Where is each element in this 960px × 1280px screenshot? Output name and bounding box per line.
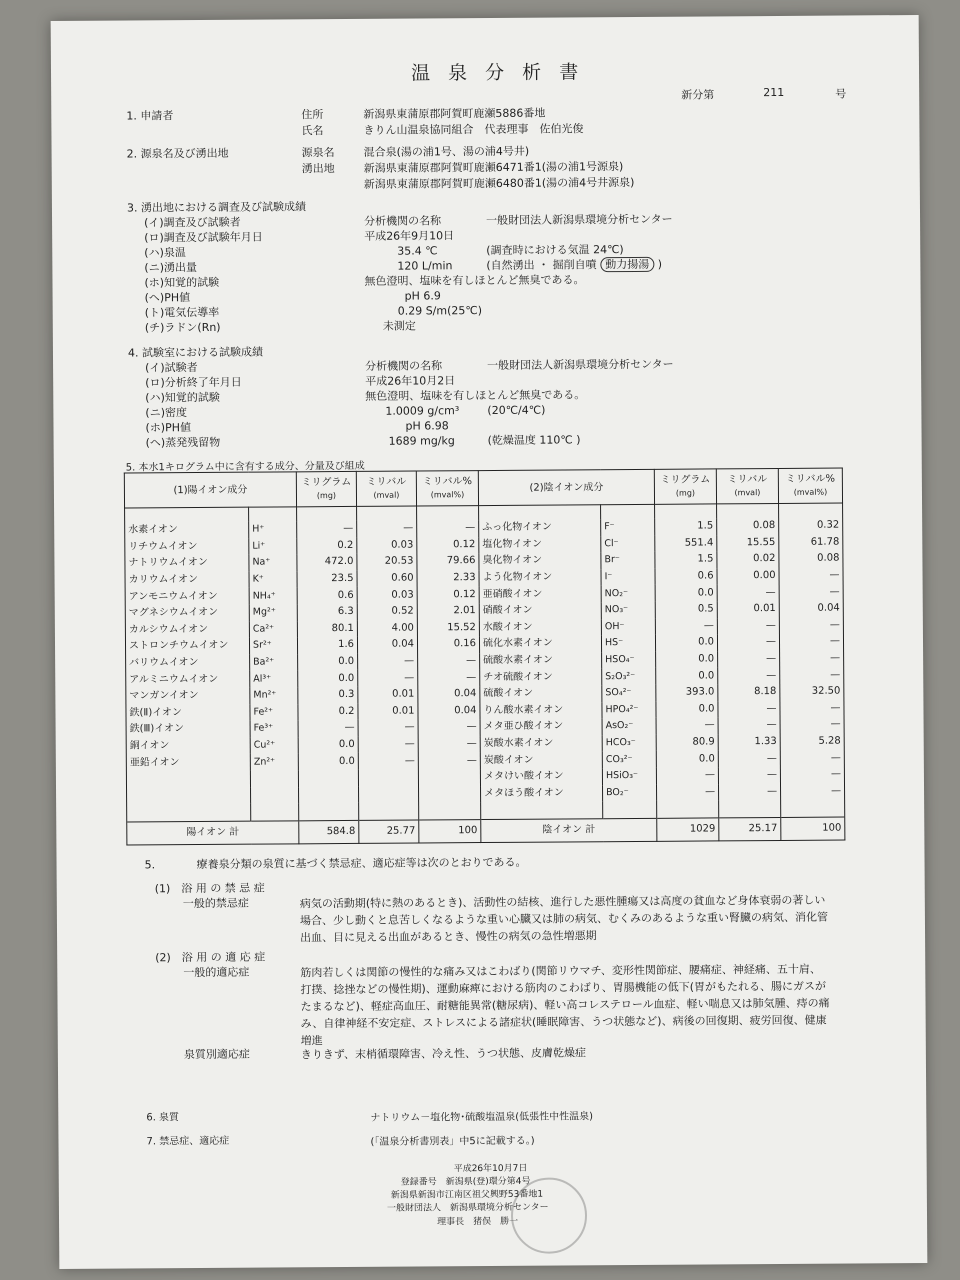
cation-mg: 0.0 <box>298 753 358 770</box>
cation-pct: 0.04 <box>418 703 480 720</box>
anion-symbol: NO₂⁻ <box>601 585 655 602</box>
anion-total-mval: 25.17 <box>719 817 781 840</box>
spring-quality-indication-sub: 泉質別適応症 <box>183 1047 250 1062</box>
cation-mg: — <box>297 521 357 538</box>
s3-item-1-label: 分析機関の名称 <box>364 214 442 228</box>
cation-name <box>126 771 250 788</box>
cation-mval: 4.00 <box>357 620 417 637</box>
anion-total-mg: 1029 <box>657 818 719 841</box>
analysis-document <box>51 15 928 1269</box>
anion-mval: — <box>718 750 780 767</box>
footer-organization: 一般財団法人 新潟県環境分析センター <box>386 1202 549 1214</box>
footer-registration: 登録番号 新潟県(登)環分第4号 <box>400 1176 531 1188</box>
anion-symbol: BO₂⁻ <box>602 784 656 801</box>
cation-pct <box>418 769 480 786</box>
cation-name: マグネシウムイオン <box>125 605 249 622</box>
s3-item-6-value: pH 6.9 <box>404 289 441 303</box>
anion-pct: 61.78 <box>779 534 843 551</box>
anion-name: よう化物イオン <box>479 569 601 586</box>
s6-heading: 6. 泉質 <box>146 1112 180 1124</box>
cation-name: リチウムイオン <box>125 538 249 555</box>
cation-symbol <box>250 770 298 787</box>
header-pct-unit: (mval%) <box>430 490 465 500</box>
cation-symbol: Sr²⁺ <box>249 637 297 654</box>
cation-symbol: Cu²⁺ <box>250 737 298 754</box>
cation-pct: 0.12 <box>417 586 479 603</box>
s3-item-3: (ハ)泉温 <box>144 246 186 260</box>
cation-pct: — <box>417 520 479 537</box>
anion-symbol: I⁻ <box>601 569 655 586</box>
s6-text: ナトリウム－塩化物･硫酸塩温泉(低張性中性温泉) <box>370 1111 594 1124</box>
anion-symbol: SO₄²⁻ <box>602 685 656 702</box>
cation-name: バリウムイオン <box>126 654 250 671</box>
anion-name: メタほう酸イオン <box>481 785 603 802</box>
header-pct: ミリバル% <box>422 476 473 488</box>
composition-table <box>124 468 846 846</box>
s3-item-5: (ホ)知覚的試験 <box>144 275 220 290</box>
cation-pct: 79.66 <box>417 553 479 570</box>
anion-pct: — <box>780 717 844 734</box>
header-mval: ミリバル <box>727 474 768 486</box>
anion-mg: — <box>656 718 718 735</box>
doc-number-suffix: 号 <box>835 87 847 101</box>
cation-pct: — <box>418 752 480 769</box>
anion-mval-header <box>716 468 778 503</box>
anion-mval: — <box>717 634 779 651</box>
s4-item-5-value: pH 6.98 <box>405 419 449 433</box>
footer-chief: 理事長 猪俣 勝一 <box>437 1216 519 1228</box>
anion-mg: 0.0 <box>656 751 718 768</box>
s4-item-1-value: 一般財団法人新潟県環境分析センター <box>487 357 674 373</box>
anion-mg: 551.4 <box>655 535 717 552</box>
cation-total-pct: 100 <box>419 819 481 842</box>
anion-symbol: F⁻ <box>601 519 655 536</box>
anion-symbol: HS⁻ <box>601 635 655 652</box>
anion-mval: — <box>717 618 779 635</box>
anion-name: メタ亜ひ酸イオン <box>480 718 602 735</box>
cation-name: 鉄(Ⅲ)イオン <box>126 721 250 738</box>
anion-symbol: S₂O₃²⁻ <box>602 668 656 685</box>
anion-mg: 80.9 <box>656 734 718 751</box>
cation-mg: 23.5 <box>297 571 357 588</box>
cation-mg: 80.1 <box>297 620 357 637</box>
cation-mval: 0.04 <box>357 637 417 654</box>
cation-mg: 0.0 <box>298 670 358 687</box>
cation-pct: — <box>418 669 480 686</box>
s3-item-7-value: 0.29 S/m(25℃) <box>397 304 483 318</box>
anion-mg: 0.0 <box>656 668 718 685</box>
indication-label: (2) 浴 用 の 適 応 症 <box>155 950 266 965</box>
document-title: 温 泉 分 析 書 <box>410 61 585 85</box>
s3-item-4-value: 120 L/min <box>397 259 453 273</box>
s4-item-2-value: 平成26年10月2日 <box>365 374 456 388</box>
cation-pct: 15.52 <box>417 620 479 637</box>
s3-item-8-value: 未測定 <box>382 319 416 333</box>
s4-item-1-label: 分析機関の名称 <box>365 359 443 373</box>
cation-mval: 0.03 <box>357 537 417 554</box>
anion-name: りん酸水素イオン <box>480 702 602 719</box>
anion-mval: — <box>718 667 780 684</box>
anion-name: 塩化物イオン <box>479 536 601 553</box>
cation-pct: 2.01 <box>417 603 479 620</box>
s1-name-label: 氏名 <box>301 124 324 138</box>
anion-name: 炭酸水素イオン <box>480 735 602 752</box>
s3-item-4-note-end: ) <box>657 257 663 271</box>
anion-symbol: CO₃²⁻ <box>602 751 656 768</box>
anion-name: 炭酸イオン <box>480 752 602 769</box>
anion-mval: 8.18 <box>718 684 780 701</box>
cation-name: カリウムイオン <box>125 571 249 588</box>
anion-mval: 1.33 <box>718 734 780 751</box>
anion-pct: 0.32 <box>779 518 843 535</box>
cation-symbol: Mn²⁺ <box>250 687 298 704</box>
s4-item-4: (ニ)密度 <box>145 406 188 420</box>
header-mg-unit: (mg) <box>316 491 337 501</box>
anion-name: 硝酸イオン <box>479 602 601 619</box>
anion-symbol: Cl⁻ <box>601 535 655 552</box>
anion-total-label: 陰イオン 計 <box>481 818 657 842</box>
anion-symbol: HPO₄²⁻ <box>602 701 656 718</box>
doc-number-prefix: 新分第 <box>681 88 715 102</box>
cation-mval: — <box>358 753 418 770</box>
anion-mval: — <box>718 767 780 784</box>
s3-item-4-note-text: (自然湧出 ・ 掘削自噴 <box>486 258 597 273</box>
cation-symbol: Fe³⁺ <box>250 720 298 737</box>
s3-item-4: (ニ)湧出量 <box>144 261 198 275</box>
anion-mval: 0.02 <box>717 551 779 568</box>
spring-quality-indication-text: きりきず、末梢循環障害、冷え性、うつ状態、皮膚乾燥症 <box>300 1046 587 1062</box>
s4-item-4-value: 1.0009 g/cm³ <box>385 404 460 418</box>
anion-mg: 393.0 <box>656 684 718 701</box>
cation-mg-header <box>296 471 356 506</box>
cation-mval <box>359 786 419 803</box>
anion-mg: 0.0 <box>655 635 717 652</box>
s3-item-1: (イ)調査及び試験者 <box>144 215 241 230</box>
anion-mg: 1.5 <box>655 518 717 535</box>
anion-mg: 0.0 <box>656 651 718 668</box>
cation-name: 鉄(Ⅱ)イオン <box>126 704 250 721</box>
anion-mg: 1.5 <box>655 552 717 569</box>
s4-item-6-value: 1689 mg/kg <box>388 434 455 448</box>
cation-total-mval: 25.77 <box>359 820 419 843</box>
anion-mg: 0.5 <box>655 601 717 618</box>
anion-mval: — <box>718 783 780 800</box>
s7-text: (「温泉分析書別表」中5に記載する。) <box>370 1135 535 1148</box>
s4-item-1: (イ)試験者 <box>145 361 198 375</box>
cation-pct: 0.16 <box>417 636 479 653</box>
s1-heading: 1. 申請者 <box>126 109 174 123</box>
cation-total-mg: 584.8 <box>299 820 359 843</box>
cation-symbol: Ba²⁺ <box>250 654 298 671</box>
cation-mg: 1.6 <box>297 637 357 654</box>
cation-pct: — <box>418 736 480 753</box>
anion-pct: — <box>780 650 844 667</box>
cation-mg: 0.2 <box>297 538 357 555</box>
s3-item-8: (チ)ラドン(Rn) <box>144 320 221 335</box>
cation-mg: — <box>298 720 358 737</box>
s2-place-1: 新潟県東蒲原郡阿賀町鹿瀬6471番1(湯の浦1号源泉) <box>363 160 624 175</box>
anion-symbol: HCO₃⁻ <box>602 735 656 752</box>
cation-mg: 0.2 <box>298 703 358 720</box>
anion-mval: — <box>717 584 779 601</box>
anion-mg: 0.0 <box>656 701 718 718</box>
cation-mval: — <box>358 670 418 687</box>
cation-mval: — <box>357 521 417 538</box>
cation-name: マンガンイオン <box>126 688 250 705</box>
cation-mg <box>299 786 359 803</box>
s4-item-6: (ヘ)蒸発残留物 <box>145 435 221 450</box>
anion-pct: — <box>780 667 844 684</box>
s5b-heading-num: 5. <box>144 858 156 872</box>
anion-mg-header <box>654 469 716 504</box>
header-mg-unit: (mg) <box>675 488 696 498</box>
cation-mval: 0.52 <box>357 603 417 620</box>
cation-mval: 0.60 <box>357 570 417 587</box>
cation-name: アルミニウムイオン <box>126 671 250 688</box>
cation-symbol: Ca²⁺ <box>249 621 297 638</box>
s1-name: きりん山温泉協同組合 代表理事 佐伯光俊 <box>363 122 584 137</box>
cation-name: カルシウムイオン <box>125 621 249 638</box>
cation-pct-header <box>416 471 478 506</box>
s3-item-1-value: 一般財団法人新潟県環境分析センター <box>486 212 673 228</box>
s4-item-2: (ロ)分析終了年月日 <box>145 375 242 390</box>
cation-name: ストロンチウムイオン <box>125 638 249 655</box>
cation-mval: 20.53 <box>357 554 417 571</box>
s4-item-3: (ハ)知覚的試験 <box>145 390 220 405</box>
cation-mval: 0.03 <box>357 587 417 604</box>
cation-mg: 0.6 <box>297 587 357 604</box>
s3-item-3-value: 35.4 ℃ <box>397 244 438 258</box>
s5b-heading: 療養泉分類の泉質に基づく禁忌症、適応症等は次のとおりである。 <box>196 855 527 872</box>
cation-name <box>127 787 251 804</box>
s5-heading: 5. 本水1キログラム中に含有する成分、分量及び組成 <box>125 460 365 474</box>
s1-address: 新潟県東蒲原郡阿賀町鹿瀬5886番地 <box>363 106 546 121</box>
header-mval-unit: (mval) <box>734 488 761 498</box>
anion-mval: 0.00 <box>717 568 779 585</box>
cation-name: 水素イオン <box>125 522 249 539</box>
cation-pct <box>419 786 481 803</box>
anion-name: ふっ化物イオン <box>479 519 601 536</box>
cation-mg: 472.0 <box>297 554 357 571</box>
anion-pct: 0.08 <box>779 551 843 568</box>
cation-name: 銅イオン <box>126 737 250 754</box>
cation-symbol: K⁺ <box>249 571 297 588</box>
cation-symbol: Fe²⁺ <box>250 704 298 721</box>
cation-mval: 0.01 <box>358 686 418 703</box>
indication-text: 筋肉若しくは関節の慢性的な痛み又はこわばり(関節リウマチ、変形性関節症、腰痛症、神経痛、五十肩、打撲、捻挫などの慢性期)、運動麻痺における筋肉のこわばり、胃腸機能の低下(胃がもたれる、腸にガスがたまるなど)、軽症高血圧、耐糖能異常(糖尿病)、軽い高コレステロール血症、軽い喘息又は肺気腫、痔の痛み、自律神経不安定症、ストレスによる諸症状(睡眠障害、うつ状態など)、病後の回復期、疲労回復、健康増進 <box>300 962 830 1048</box>
anion-name: 硫酸水素イオン <box>480 652 602 669</box>
cation-mval: 0.01 <box>358 703 418 720</box>
anion-name: 水酸イオン <box>479 619 601 636</box>
anion-name: 臭化物イオン <box>479 552 601 569</box>
anion-symbol: HSO₄⁻ <box>602 652 656 669</box>
table-header-row <box>124 468 842 508</box>
header-mval-unit: (mval) <box>373 490 400 500</box>
cation-symbol: H⁺ <box>249 521 297 538</box>
cation-mval-header <box>356 471 416 506</box>
anion-symbol: OH⁻ <box>601 618 655 635</box>
cation-pct: 0.04 <box>418 686 480 703</box>
contraindication-text: 病気の活動期(特に熱のあるとき)、活動性の結核、進行した悪性腫瘍又は高度の貧血など身体衰弱の著しい場合、少し動くと息苦しくなるような重い心臓又は肺の病気、むくみのあるような重い腎臓の病気、消化管出血、目に見える出血があるとき、慢性の病気の急性増悪期 <box>299 893 828 945</box>
cation-mg <box>298 770 358 787</box>
anion-mg: — <box>656 767 718 784</box>
cation-header: (1)陽イオン成分 <box>124 472 296 508</box>
cation-symbol: NH₄⁺ <box>249 588 297 605</box>
cation-pct: — <box>418 653 480 670</box>
anion-mg: 0.0 <box>655 585 717 602</box>
anion-total-pct: 100 <box>781 817 845 840</box>
s4-item-3-value: 無色澄明、塩味を有しほとんど無臭である。 <box>365 388 586 403</box>
anion-mg: 0.6 <box>655 568 717 585</box>
cation-mg: 6.3 <box>297 604 357 621</box>
cation-total-label: 陽イオン 計 <box>127 821 299 845</box>
s3-item-6: (ヘ)PH値 <box>144 291 191 305</box>
footer-address: 新潟県新潟市江南区祖父興野53番地1 <box>390 1189 544 1201</box>
cation-mg: 0.3 <box>298 687 358 704</box>
s3-item-7: (ト)電気伝導率 <box>144 305 220 320</box>
doc-number: 211 <box>763 85 785 100</box>
s4-item-5: (ホ)PH値 <box>145 421 192 435</box>
header-pct-unit: (mval%) <box>793 487 828 497</box>
table-total-row <box>127 817 845 845</box>
anion-mval: — <box>718 701 780 718</box>
s2-place-2: 新潟県東蒲原郡阿賀町鹿瀬6480番1(湯の浦4号井源泉) <box>363 175 635 191</box>
indication-sub: 一般的適応症 <box>183 965 250 980</box>
header-mg: ミリグラム <box>301 476 352 489</box>
anion-pct: — <box>779 584 843 601</box>
cation-mg: 0.0 <box>298 737 358 754</box>
anion-mval: 15.55 <box>717 535 779 552</box>
header-mg: ミリグラム <box>660 474 711 486</box>
cation-symbol: Li⁺ <box>249 538 297 555</box>
cation-mval: — <box>358 736 418 753</box>
s4-item-6-note: (乾燥温度 110℃ ) <box>487 433 581 448</box>
anion-pct: — <box>779 567 843 584</box>
anion-pct: — <box>779 617 843 634</box>
anion-pct: — <box>780 783 844 800</box>
cation-mval: — <box>358 653 418 670</box>
anion-name: 亜硝酸イオン <box>479 586 601 603</box>
s2-place-label: 湧出地 <box>301 162 335 176</box>
contraindication-label: (1) 浴 用 の 禁 忌 症 <box>154 881 265 896</box>
cation-symbol: Al³⁺ <box>250 671 298 688</box>
anion-pct-header <box>778 468 842 503</box>
anion-pct: 0.04 <box>779 600 843 617</box>
cation-pct: — <box>418 719 480 736</box>
cation-symbol: Mg²⁺ <box>249 604 297 621</box>
anion-mg: — <box>655 618 717 635</box>
s4-heading: 4. 試験室における試験成績 <box>127 345 264 360</box>
s7-heading: 7. 禁忌症、適応症 <box>146 1135 230 1148</box>
anion-name: 硫酸イオン <box>480 685 602 702</box>
anion-header: (2)陰イオン成分 <box>478 469 654 505</box>
anion-pct: — <box>780 750 844 767</box>
s3-item-2: (ロ)調査及び試験年月日 <box>144 230 263 245</box>
s3-item-5-value: 無色澄明、塩味を有しほとんど無臭である。 <box>364 273 585 288</box>
s2-source: 混合泉(湯の浦1号、湯の浦4号井) <box>363 144 530 159</box>
anion-symbol: HSiO₃⁻ <box>602 768 656 785</box>
anion-mval: — <box>718 651 780 668</box>
cation-symbol: Zn²⁺ <box>250 754 298 771</box>
s1-address-label: 住所 <box>301 108 324 122</box>
s2-heading: 2. 源泉名及び湧出地 <box>126 146 229 161</box>
anion-mval: 0.01 <box>717 601 779 618</box>
cation-name: アンモニウムイオン <box>125 588 249 605</box>
cation-pct: 2.33 <box>417 570 479 587</box>
anion-pct: 32.50 <box>780 683 844 700</box>
cation-name: ナトリウムイオン <box>125 555 249 572</box>
cation-name: 亜鉛イオン <box>126 754 250 771</box>
anion-pct: 5.28 <box>780 733 844 750</box>
cation-pct: 0.12 <box>417 537 479 554</box>
s4-item-4-note: (20℃/4℃) <box>487 403 546 418</box>
s3-item-4-note <box>486 257 662 273</box>
anion-symbol: NO₃⁻ <box>601 602 655 619</box>
header-mval: ミリバル <box>366 476 407 488</box>
anion-mval: — <box>718 717 780 734</box>
s3-item-3-note: (調査時における気温 24℃) <box>486 243 624 258</box>
anion-name: チオ硫酸イオン <box>480 669 602 686</box>
cation-symbol: Na⁺ <box>249 555 297 572</box>
cation-mval: — <box>358 720 418 737</box>
s3-item-4-circled: 動力揚湯 <box>600 257 654 272</box>
anion-mval: 0.08 <box>717 518 779 535</box>
header-pct: ミリバル% <box>785 473 836 485</box>
anion-pct: — <box>780 700 844 717</box>
anion-symbol: Br⁻ <box>601 552 655 569</box>
s2-source-label: 源泉名 <box>301 146 335 160</box>
cation-mval <box>358 769 418 786</box>
cation-symbol <box>251 787 299 804</box>
anion-name: 硫化水素イオン <box>479 635 601 652</box>
anion-pct: — <box>779 634 843 651</box>
contraindication-sub: 一般的禁忌症 <box>182 896 249 911</box>
anion-name: メタけい酸イオン <box>480 768 602 785</box>
s3-item-2-value: 平成26年9月10日 <box>364 229 455 243</box>
s3-heading: 3. 湧出地における調査及び試験成績 <box>126 200 307 215</box>
cation-mg: 0.0 <box>298 654 358 671</box>
anion-pct: — <box>780 766 844 783</box>
footer-date: 平成26年10月7日 <box>453 1163 528 1175</box>
anion-mg: — <box>656 784 718 801</box>
anion-symbol: AsO₂⁻ <box>602 718 656 735</box>
